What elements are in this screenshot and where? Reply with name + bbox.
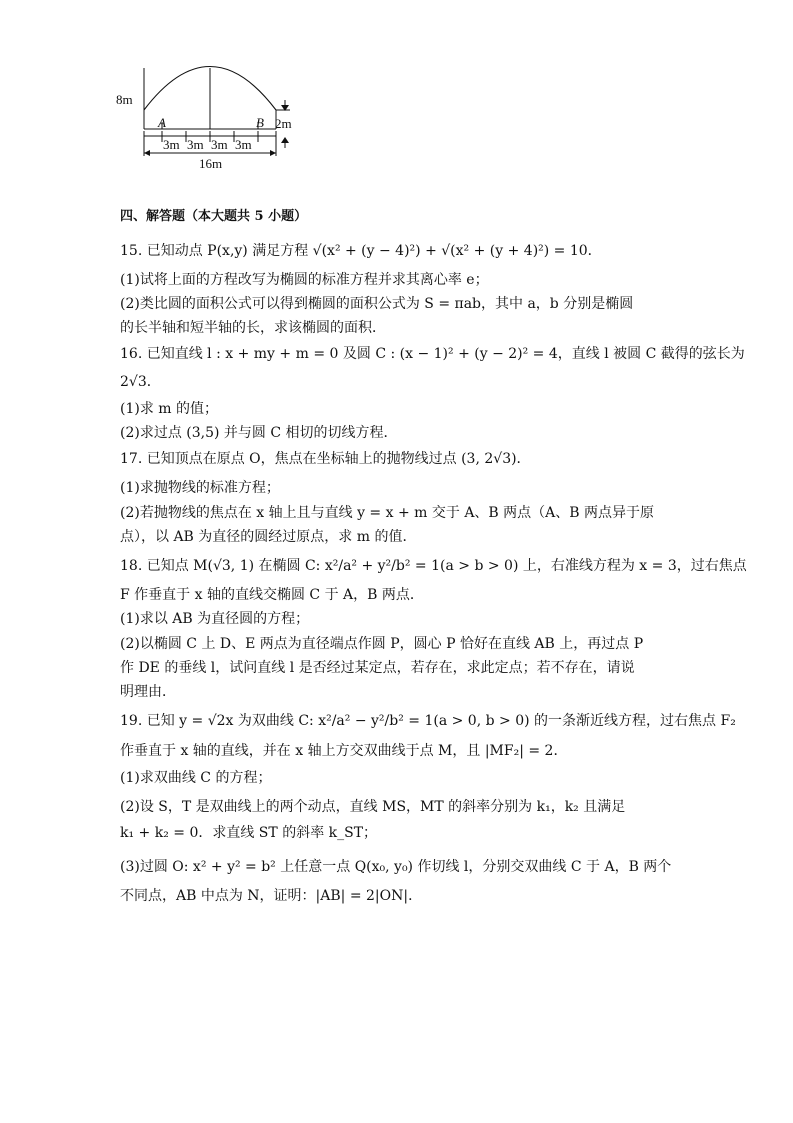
problem-16-stem-cont: 2√3． <box>120 374 161 390</box>
problem-17-part1: (1)求抛物线的标准方程； <box>120 480 280 496</box>
label-width: 16m <box>199 156 223 171</box>
section-title: 四、解答题（本大题共 5 小题） <box>120 209 308 224</box>
problem-17-part2-cont: 点），以 AB 为直径的圆经过原点，求 m 的值． <box>120 529 417 545</box>
problem-19-part3: (3)过圆 O: x² + y² = b² 上任意一点 Q(x₀, y₀) 作切线 l，分别交双曲线 C 于 A，B 两个 <box>120 859 672 875</box>
parabolic-arch-figure <box>110 58 310 178</box>
problem-19-part3-cont: 不同点，AB 中点为 N，证明：|AB| = 2|ON|． <box>120 888 423 904</box>
problem-17-stem: 17. 已知顶点在原点 O，焦点在坐标轴上的抛物线过点 (3, 2√3)． <box>120 451 531 467</box>
problem-18-part2: (2)以椭圆 C 上 D、E 两点为直径端点作圆 P，圆心 P 恰好在直线 AB 上，再过点 P <box>120 636 644 652</box>
problem-15-part2: (2)类比圆的面积公式可以得到椭圆的面积公式为 S = πab，其中 a，b 分别是椭圆 <box>120 296 634 312</box>
problem-17-part2: (2)若抛物线的焦点在 x 轴上且与直线 y = x + m 交于 A、B 两点（A、B 两点异于原 <box>120 505 655 521</box>
problem-18-part2-end: 明理由． <box>120 684 176 700</box>
problem-19-stem-cont: 作垂直于 x 轴的直线，并在 x 轴上方交双曲线于点 M，且 |MF₂| = 2． <box>120 743 568 759</box>
problem-16-part1: (1)求 m 的值； <box>120 401 219 417</box>
label-right: 2m <box>275 116 292 131</box>
problem-18-part1: (1)求以 AB 为直径圆的方程； <box>120 611 310 627</box>
problem-18-part2-cont: 作 DE 的垂线 l，试问直线 l 是否经过某定点，若存在，求此定点；若不存在，请说 <box>120 660 635 676</box>
problem-15-part1: (1)试将上面的方程改写为椭圆的标准方程并求其离心率 e； <box>120 272 489 288</box>
label-point-b: B <box>256 115 264 130</box>
problem-18-stem: 18. 已知点 M(√3, 1) 在椭圆 C: x²/a² + y²/b² = 1(a > b > 0) 上，右准线方程为 x = 3，过右焦点 <box>120 558 747 574</box>
problem-19-stem: 19. 已知 y = √2x 为双曲线 C: x²/a² − y²/b² = 1(a > 0, b > 0) 的一条渐近线方程，过右焦点 F₂ <box>120 713 736 729</box>
problem-15-part2-cont: 的长半轴和短半轴的长，求该椭圆的面积． <box>120 320 386 336</box>
problem-19-part2-cont: k₁ + k₂ = 0．求直线 ST 的斜率 k_ST； <box>120 825 378 841</box>
problem-16-part2: (2)求过点 (3,5) 并与圆 C 相切的切线方程． <box>120 425 398 441</box>
problem-15-stem: 15. 已知动点 P(x,y) 满足方程 √(x² + (y − 4)²) + √(x² + (y + 4)²) = 10． <box>120 243 602 259</box>
arrow-bottom-head <box>281 137 289 143</box>
problem-16-stem: 16. 已知直线 l : x + my + m = 0 及圆 C : (x − 1)² + (y − 2)² = 4，直线 l 被圆 C 截得的弦长为 <box>120 346 745 362</box>
label-point-a: A <box>158 115 166 130</box>
dim-total-left-head <box>144 150 150 156</box>
problem-18-stem-cont: F 作垂直于 x 轴的直线交椭圆 C 于 A，B 两点． <box>120 587 424 603</box>
label-seg-4: 3m <box>235 137 252 152</box>
label-seg-3: 3m <box>211 137 228 152</box>
label-seg-1: 3m <box>163 137 180 152</box>
label-height: 8m <box>116 92 133 107</box>
dim-total-right-head <box>270 150 276 156</box>
problem-19-part2: (2)设 S，T 是双曲线上的两个动点，直线 MS，MT 的斜率分别为 k₁，k₂ 且满足 <box>120 799 626 815</box>
problem-19-part1: (1)求双曲线 C 的方程； <box>120 770 272 786</box>
label-seg-2: 3m <box>187 137 204 152</box>
